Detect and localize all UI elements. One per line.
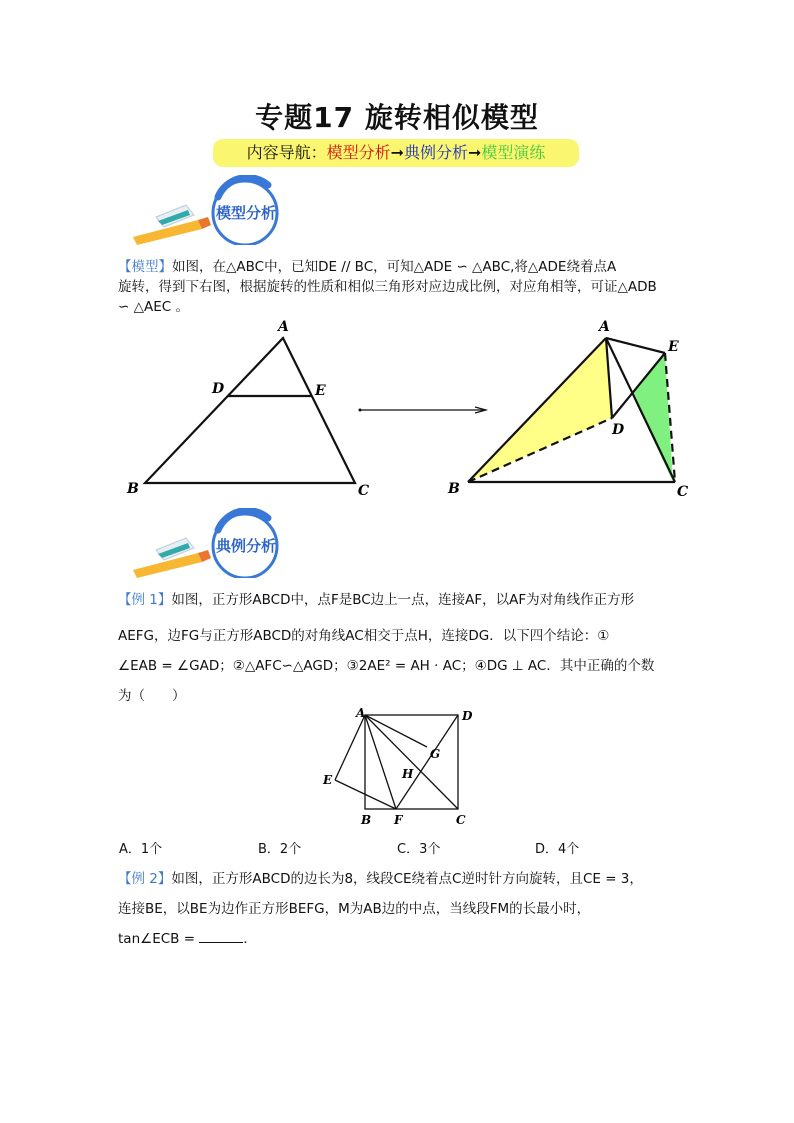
example2-line3: tan∠ECB = xyxy=(118,931,200,947)
answer-blank[interactable] xyxy=(199,930,243,943)
svg-text:E: E xyxy=(668,339,679,355)
example2-tag: 【例 2】 xyxy=(118,871,172,887)
label-E: E xyxy=(315,383,326,399)
nav-item-model-analysis: 模型分析 xyxy=(326,143,391,162)
page-title: 专题17 旋转相似模型 xyxy=(255,101,539,134)
example1-tag: 【例 1】 xyxy=(118,592,172,608)
section-badge-model-analysis xyxy=(128,175,298,245)
example2-line1: 如图，正方形ABCD的边长为8，线段CE绕着点C逆时针方向旋转，且CE = 3， xyxy=(171,871,643,887)
example2-paragraph: 【例 2】如图，正方形ABCD的边长为8，线段CE绕着点C逆时针方向旋转，且CE = 3， 连接BE，以BE为边作正方形BEFG，M为AB边的中点，当线段FM的长最小时， tan∠ECB = ． xyxy=(118,864,678,954)
model-tag: 【模型】 xyxy=(118,259,172,275)
option-a: A．1个 xyxy=(119,842,163,857)
svg-text:G: G xyxy=(430,747,441,761)
svg-text:B: B xyxy=(448,481,460,497)
svg-text:D: D xyxy=(612,422,625,438)
svg-text:D: D xyxy=(462,709,473,723)
model-text-line3: ∽ △AEC 。 xyxy=(118,299,189,315)
option-d: D．4个 xyxy=(535,842,580,857)
example1-line3: ∠EAB = ∠GAD；②△AFC∽△AGD；③2AE² = AH · AC；④DG ⊥ AC．其中正确的个数 xyxy=(118,658,655,674)
nav-item-model-practice: 模型演练 xyxy=(481,143,546,162)
model-paragraph xyxy=(118,257,678,317)
label-D: D xyxy=(212,381,225,397)
option-b: B．2个 xyxy=(258,842,302,857)
example2-line2: 连接BE，以BE为边作正方形BEFG，M为AB边的中点，当线段FM的长最小时， xyxy=(118,901,591,917)
example1-line2: AEFG，边FG与正方形ABCD的对角线AC相交于点H，连接DG．以下四个结论：① xyxy=(118,628,610,644)
model-figure xyxy=(115,315,715,505)
svg-text:C: C xyxy=(456,813,466,827)
badge-label: 典例分析 xyxy=(215,537,276,555)
section-badge-example-analysis xyxy=(128,508,298,578)
arrow-right-icon: ➞ xyxy=(390,143,404,162)
svg-text:E: E xyxy=(323,773,333,787)
label-B: B xyxy=(127,481,139,497)
example1-line1: 如图，正方形ABCD中，点F是BC边上一点，连接AF，以AF为对角线作正方形 xyxy=(171,592,635,608)
label-A: A xyxy=(278,319,289,335)
nav-label: 内容导航： xyxy=(246,143,327,162)
model-text-line2: 旋转，得到下右图，根据旋转的性质和相似三角形对应边成比例，对应角相等，可证△ADB xyxy=(118,279,657,295)
arrow-right-icon: ➞ xyxy=(468,143,482,162)
svg-text:A: A xyxy=(599,319,610,335)
label-C: C xyxy=(358,483,370,499)
badge-label: 模型分析 xyxy=(215,204,276,222)
example1-paragraph xyxy=(118,585,678,711)
nav-item-example-analysis: 典例分析 xyxy=(404,143,469,162)
model-text-line1: 如图，在△ABC中，已知DE // BC，可知△ADE ∽ △ABC,将△ADE绕着点A xyxy=(172,259,617,275)
svg-text:C: C xyxy=(677,484,689,500)
svg-text:F: F xyxy=(394,813,403,827)
option-c: C．3个 xyxy=(397,842,441,857)
svg-text:B: B xyxy=(361,813,372,827)
content-navigation xyxy=(213,139,579,167)
example1-figure xyxy=(310,700,490,830)
arrow-right-icon xyxy=(359,407,487,413)
svg-text:H: H xyxy=(402,767,414,781)
example1-line4: 为（ ） xyxy=(118,688,186,704)
svg-text:A: A xyxy=(356,706,366,720)
